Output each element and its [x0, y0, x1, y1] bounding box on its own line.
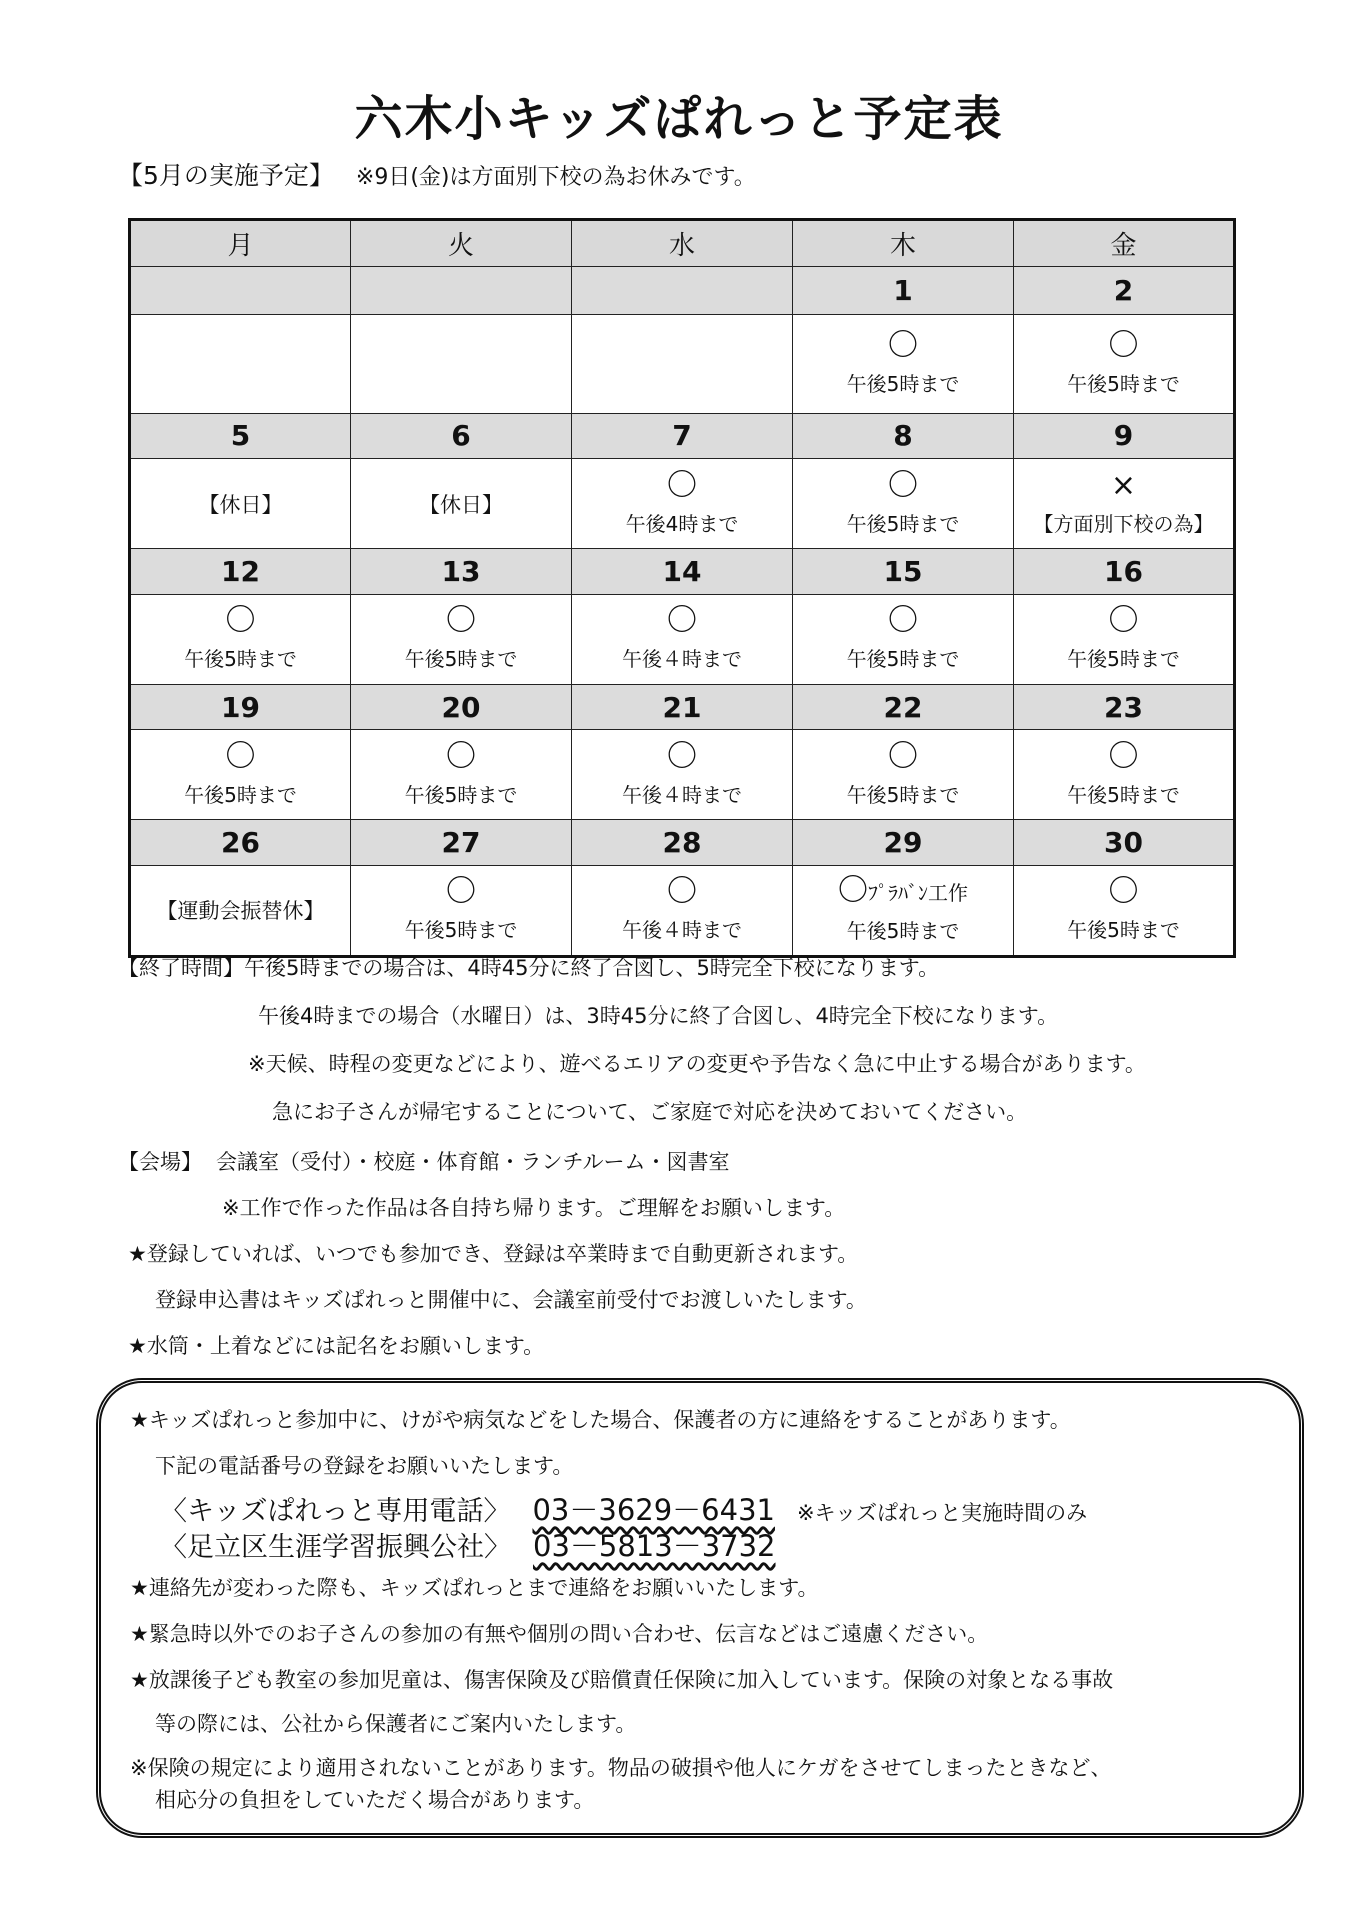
page-title: 六木小キッズぱれっと予定表 [354, 91, 1004, 147]
phone-note-kids: ※キッズぱれっと実施時間のみ [796, 1501, 1088, 1525]
status-cell [130, 865, 351, 956]
closing-time: 午後5時まで [404, 782, 518, 807]
empty-day-cell [572, 314, 793, 413]
status-cell [572, 594, 793, 684]
date-cell: 29 [793, 820, 1014, 866]
end-time-text-1: 午後5時までの場合は、4時45分に終了合図し、5時完全下校になります。 [244, 956, 940, 980]
registration-line-2: 登録申込書はキッズぱれっと開催中に、会議室前受付でお渡しいたします。 [155, 1288, 867, 1312]
weekday-mon: 月 [130, 220, 351, 267]
status-cell [572, 865, 793, 956]
status-cell [1014, 314, 1235, 413]
open-mark-icon: 〇 [838, 873, 868, 909]
open-mark-icon: 〇 [1108, 603, 1139, 639]
status-cell [1014, 730, 1235, 820]
date-cell: 22 [793, 684, 1014, 730]
status-cell [351, 594, 572, 684]
weekday-header-row [130, 220, 1235, 267]
weekday-tue: 火 [351, 220, 572, 267]
open-mark-icon: 〇 [888, 603, 918, 639]
registration-line-3: ★水筒・上着などには記名をお願いします。 [128, 1334, 545, 1358]
empty-day-cell [351, 314, 572, 413]
open-mark-icon: 〇 [1108, 327, 1139, 363]
contact-line-5: ★放課後子ども教室の参加児童は、傷害保険及び賠償責任保険に加入しています。保険の対象となる事故 [130, 1668, 1114, 1692]
phone-number-kids[interactable]: 03－3629－6431 [532, 1493, 775, 1527]
month-heading [118, 156, 756, 192]
open-mark-icon: 〇 [446, 874, 476, 910]
date-cell: 2 [1014, 267, 1235, 315]
contact-line-8: 相応分の負担をしていただく場合があります。 [155, 1788, 595, 1812]
status-cell [793, 730, 1014, 820]
date-cell: 9 [1014, 413, 1235, 459]
date-cell: 15 [793, 549, 1014, 595]
date-cell [130, 267, 351, 315]
status-row [130, 594, 1235, 684]
contact-line-4: ★緊急時以外でのお子さんの参加の有無や個別の問い合わせ、伝言などはご遠慮ください。 [130, 1622, 989, 1646]
date-cell [351, 267, 572, 315]
status-cell [1014, 594, 1235, 684]
availability-line [572, 740, 792, 774]
date-cell: 28 [572, 820, 793, 866]
availability-line [351, 604, 571, 638]
registration-line-1: ★登録していれば、いつでも参加でき、登録は卒業時まで自動更新されます。 [128, 1242, 859, 1266]
availability-line [572, 469, 792, 503]
availability-line [351, 740, 571, 774]
date-cell: 12 [130, 549, 351, 595]
end-time-line-3: ※天候、時程の変更などにより、遊べるエリアの変更や予告なく急に中止する場合があります。 [248, 1052, 1146, 1076]
open-mark-icon: 〇 [888, 327, 918, 363]
date-cell: 14 [572, 549, 793, 595]
closing-time: 午後5時まで [1067, 782, 1180, 807]
closing-time: 午後5時まで [1067, 918, 1180, 943]
open-mark-icon: 〇 [667, 603, 697, 639]
closing-time: 午後5時まで [846, 782, 960, 807]
venue-label: 【会場】 [118, 1150, 202, 1174]
date-row [130, 413, 1235, 459]
status-row [130, 314, 1235, 413]
venue-line [118, 1146, 729, 1176]
open-mark-icon: 〇 [888, 467, 918, 503]
status-row [130, 459, 1235, 549]
status-cell [130, 459, 351, 549]
date-cell: 16 [1014, 549, 1235, 595]
open-mark-icon: 〇 [667, 738, 697, 774]
closing-time: 午後5時まで [846, 919, 960, 944]
availability-line [793, 469, 1013, 503]
closing-time: 午後5時まで [184, 647, 297, 672]
closing-time: 【方面別下校の為】 [1033, 511, 1214, 536]
date-row [130, 267, 1235, 315]
availability-line [351, 875, 571, 909]
day-note: 【休日】 [198, 492, 283, 517]
month-label: 【5月の実施予定】 [118, 161, 334, 190]
availability-line [1014, 875, 1233, 909]
date-cell: 21 [572, 684, 793, 730]
status-cell [1014, 865, 1235, 956]
phone-number-foundation[interactable]: 03－5813－3732 [533, 1529, 776, 1563]
date-cell: 6 [351, 413, 572, 459]
contact-line-7: ※保険の規定により適用されないことがあります。物品の破損や他人にケガをさせてしまったときなど、 [130, 1756, 1112, 1780]
empty-day-cell [130, 314, 351, 413]
closing-time: 午後5時まで [404, 647, 518, 672]
open-mark-icon: 〇 [667, 874, 697, 910]
date-cell: 1 [793, 267, 1014, 315]
open-mark-icon: 〇 [446, 738, 476, 774]
status-cell [572, 730, 793, 820]
closing-time: 午後４時まで [622, 782, 742, 807]
end-time-line-2: 午後4時までの場合（水曜日）は、3時45分に終了合図し、4時完全下校になります。 [258, 1004, 1059, 1028]
open-mark-icon: 〇 [225, 603, 256, 639]
availability-line [793, 874, 1013, 910]
availability-line [1014, 740, 1233, 774]
availability-line [793, 329, 1013, 363]
availability-line [131, 740, 350, 774]
date-cell: 19 [130, 684, 351, 730]
closed-mark-icon: × [1110, 467, 1137, 503]
date-cell: 23 [1014, 684, 1235, 730]
holiday-note: ※9日(金)は方面別下校の為お休みです。 [355, 165, 756, 190]
open-mark-icon: 〇 [888, 738, 918, 774]
end-time-label: 【終了時間】 [118, 956, 244, 980]
availability-line [572, 604, 792, 638]
status-cell [793, 594, 1014, 684]
availability-line [793, 740, 1013, 774]
contact-line-1: ★キッズぱれっと参加中に、けがや病気などをした場合、保護者の方に連絡をすることがあります。 [130, 1408, 1071, 1432]
end-time-line-1 [118, 952, 939, 982]
contact-line-3: ★連絡先が変わった際も、キッズぱれっとまで連絡をお願いいたします。 [130, 1576, 819, 1600]
availability-line [131, 604, 350, 638]
closing-time: 午後5時まで [846, 511, 960, 536]
status-cell [351, 865, 572, 956]
status-row [130, 730, 1235, 820]
availability-line [1014, 604, 1233, 638]
availability-line [1014, 329, 1233, 363]
phone-row-kids [160, 1488, 1087, 1529]
closing-time: 午後5時まで [1067, 647, 1180, 672]
open-mark-icon: 〇 [225, 738, 256, 774]
venue-note: ※工作で作った作品は各自持ち帰ります。ご理解をお願いします。 [222, 1196, 846, 1220]
date-row [130, 549, 1235, 595]
date-cell: 13 [351, 549, 572, 595]
closing-time: 午後４時まで [622, 918, 742, 943]
date-cell [572, 267, 793, 315]
status-row [130, 865, 1235, 956]
phone-label-foundation: 〈足立区生涯学習振興公社〉 [160, 1532, 511, 1563]
date-cell: 20 [351, 684, 572, 730]
status-cell [351, 459, 572, 549]
date-cell: 7 [572, 413, 793, 459]
contact-line-2: 下記の電話番号の登録をお願いいたします。 [155, 1454, 574, 1478]
status-cell [130, 730, 351, 820]
date-row [130, 684, 1235, 730]
status-cell [130, 594, 351, 684]
status-cell [793, 865, 1014, 956]
contact-line-6: 等の際には、公社から保護者にご案内いたします。 [155, 1712, 637, 1736]
status-cell [572, 459, 793, 549]
end-time-line-4: 急にお子さんが帰宅することについて、ご家庭で対応を決めておいてください。 [272, 1100, 1028, 1124]
open-mark-icon: 〇 [1108, 738, 1139, 774]
date-row [130, 820, 1235, 866]
closing-time: 午後5時まで [1067, 371, 1180, 396]
venue-text: 会議室（受付）・校庭・体育館・ランチルーム・図書室 [216, 1150, 730, 1174]
availability-line [572, 875, 792, 909]
closing-time: 午後5時まで [184, 782, 297, 807]
closing-time: 午後5時まで [846, 371, 960, 396]
status-cell [351, 730, 572, 820]
phone-label-kids: 〈キッズぱれっと専用電話〉 [160, 1496, 511, 1527]
closing-time: 午後４時まで [622, 647, 742, 672]
date-cell: 30 [1014, 820, 1235, 866]
day-note: 【休日】 [419, 492, 503, 517]
date-cell: 27 [351, 820, 572, 866]
status-cell [793, 314, 1014, 413]
weekday-thu: 木 [793, 220, 1014, 267]
availability-line [1014, 469, 1233, 503]
weekday-wed: 水 [572, 220, 793, 267]
closing-time: 午後5時まで [846, 647, 960, 672]
date-cell: 8 [793, 413, 1014, 459]
closing-time: 午後4時まで [625, 511, 739, 536]
date-cell: 26 [130, 820, 351, 866]
date-cell: 5 [130, 413, 351, 459]
schedule-calendar [128, 218, 1236, 958]
weekday-fri: 金 [1014, 220, 1235, 267]
open-mark-icon: 〇 [667, 467, 697, 503]
status-cell [1014, 459, 1235, 549]
open-mark-icon: 〇 [446, 603, 476, 639]
day-note: 【運動会振替休】 [156, 899, 325, 924]
availability-line [793, 604, 1013, 638]
status-cell [793, 459, 1014, 549]
activity-label: ﾌﾟﾗﾊﾞﾝ工作 [868, 881, 968, 906]
phone-row-foundation [160, 1524, 776, 1565]
open-mark-icon: 〇 [1108, 874, 1139, 910]
closing-time: 午後5時まで [404, 918, 518, 943]
